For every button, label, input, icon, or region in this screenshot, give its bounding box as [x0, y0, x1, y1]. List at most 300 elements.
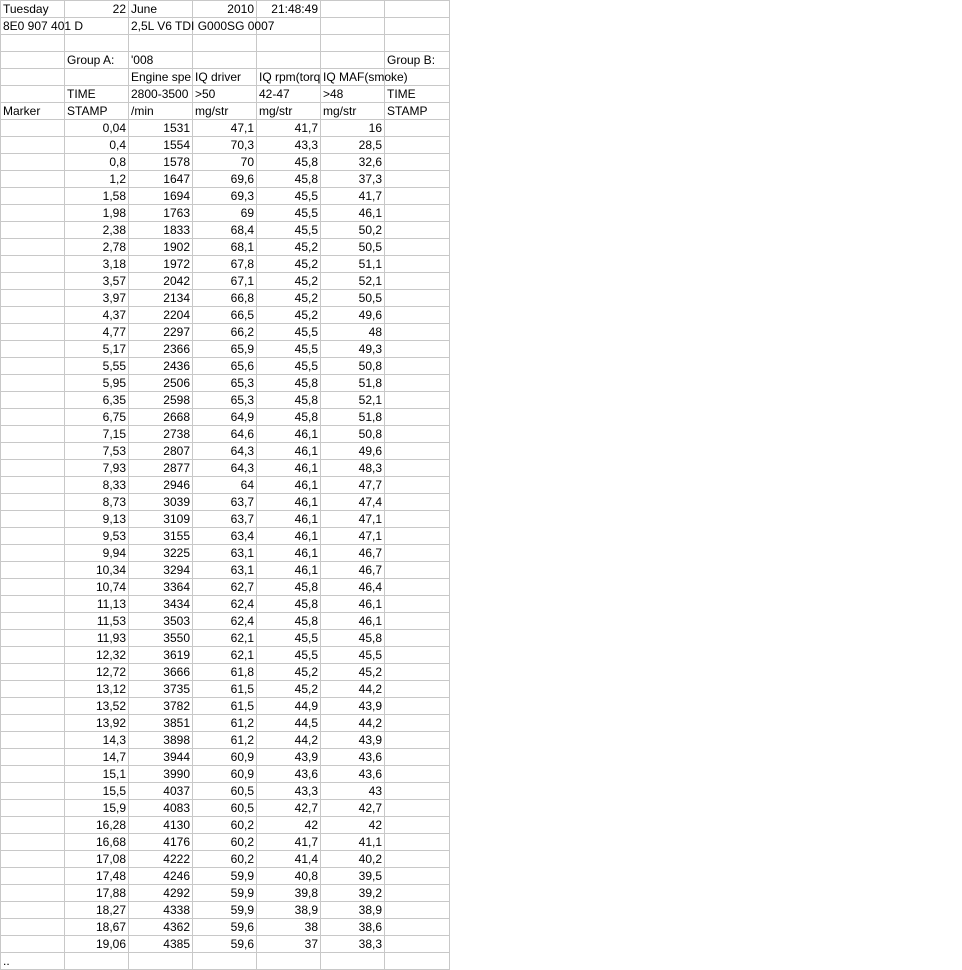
cell-engine-speed[interactable]: 2877 — [129, 460, 193, 477]
cell-marker[interactable] — [1, 766, 65, 783]
cell-iq-maf[interactable]: 48 — [321, 324, 385, 341]
cell-iq-rpm[interactable]: 45,5 — [257, 647, 321, 664]
cell-iq-driver[interactable]: 70,3 — [193, 137, 257, 154]
cell-iq-driver[interactable]: 59,9 — [193, 902, 257, 919]
cell-iq-maf[interactable]: 42 — [321, 817, 385, 834]
cell-empty[interactable] — [1, 52, 65, 69]
cell-empty[interactable] — [385, 1, 450, 18]
cell-iq-maf[interactable]: 45,2 — [321, 664, 385, 681]
cell-empty[interactable] — [385, 562, 450, 579]
cell-iq-driver[interactable]: 59,6 — [193, 919, 257, 936]
cell-iq-driver[interactable]: 64,3 — [193, 443, 257, 460]
cell-empty[interactable] — [65, 953, 129, 970]
cell-marker[interactable] — [1, 851, 65, 868]
cell-iq-rpm[interactable]: 45,8 — [257, 154, 321, 171]
cell-iq-driver[interactable]: 60,5 — [193, 783, 257, 800]
cell-engine-speed[interactable]: 4083 — [129, 800, 193, 817]
cell-iq-maf[interactable]: 47,7 — [321, 477, 385, 494]
cell-iq-maf[interactable]: 47,4 — [321, 494, 385, 511]
cell-engine-speed[interactable]: 1763 — [129, 205, 193, 222]
cell-iq-driver[interactable]: 63,1 — [193, 545, 257, 562]
cell-iq-driver[interactable]: 68,4 — [193, 222, 257, 239]
cell-iq-rpm[interactable]: 38,9 — [257, 902, 321, 919]
cell-empty[interactable] — [65, 35, 129, 52]
cell-marker[interactable] — [1, 664, 65, 681]
cell-engine-speed[interactable]: 3944 — [129, 749, 193, 766]
cell-time-stamp[interactable]: 3,57 — [65, 273, 129, 290]
cell-engine-speed[interactable]: 3503 — [129, 613, 193, 630]
cell-iq-rpm[interactable]: 45,8 — [257, 171, 321, 188]
cell-iq-driver[interactable]: 65,9 — [193, 341, 257, 358]
cell-empty[interactable] — [385, 681, 450, 698]
cell-iq-rpm[interactable]: 46,1 — [257, 562, 321, 579]
cell-iq-maf[interactable]: 48,3 — [321, 460, 385, 477]
cell-marker[interactable] — [1, 834, 65, 851]
cell-iq-driver[interactable]: 60,9 — [193, 749, 257, 766]
cell-iq-maf[interactable]: 43,9 — [321, 698, 385, 715]
cell-time-stamp[interactable]: 2,78 — [65, 239, 129, 256]
cell-iq-driver[interactable]: 47,1 — [193, 120, 257, 137]
cell-time-stamp[interactable]: 14,7 — [65, 749, 129, 766]
cell-iq-rpm[interactable]: 41,4 — [257, 851, 321, 868]
cell-iq-maf[interactable]: 50,8 — [321, 426, 385, 443]
cell-engine-speed[interactable]: 3109 — [129, 511, 193, 528]
cell-iq-rpm[interactable]: 41,7 — [257, 120, 321, 137]
cell-empty[interactable] — [385, 154, 450, 171]
cell-marker[interactable] — [1, 137, 65, 154]
cell-iq-rpm[interactable]: 45,8 — [257, 375, 321, 392]
cell-marker[interactable] — [1, 307, 65, 324]
cell-time-stamp[interactable]: 6,75 — [65, 409, 129, 426]
cell-empty[interactable] — [385, 494, 450, 511]
cell-iq-driver[interactable]: 69,6 — [193, 171, 257, 188]
cell-col-engine-speed[interactable]: Engine spe — [129, 69, 193, 86]
cell-engine-speed[interactable]: 3434 — [129, 596, 193, 613]
cell-iq-rpm[interactable]: 45,5 — [257, 188, 321, 205]
cell-marker[interactable] — [1, 358, 65, 375]
cell-empty[interactable] — [385, 596, 450, 613]
cell-engine-speed[interactable]: 3364 — [129, 579, 193, 596]
cell-marker[interactable] — [1, 528, 65, 545]
cell-marker[interactable] — [1, 290, 65, 307]
cell-iq-rpm[interactable]: 40,8 — [257, 868, 321, 885]
cell-time-stamp[interactable]: 17,08 — [65, 851, 129, 868]
cell-time-stamp[interactable]: 17,48 — [65, 868, 129, 885]
cell-iq-maf[interactable]: 45,8 — [321, 630, 385, 647]
cell-iq-rpm[interactable]: 44,9 — [257, 698, 321, 715]
cell-iq-maf[interactable]: 28,5 — [321, 137, 385, 154]
cell-iq-maf[interactable]: 46,7 — [321, 562, 385, 579]
cell-time-stamp[interactable]: 18,67 — [65, 919, 129, 936]
cell-time-stamp[interactable]: 13,52 — [65, 698, 129, 715]
cell-time-stamp[interactable]: 12,72 — [65, 664, 129, 681]
cell-iq-maf[interactable]: 43,6 — [321, 749, 385, 766]
cell-iq-rpm[interactable]: 46,1 — [257, 460, 321, 477]
cell-iq-maf[interactable]: 46,4 — [321, 579, 385, 596]
cell-iq-maf[interactable]: 46,1 — [321, 205, 385, 222]
cell-marker[interactable] — [1, 171, 65, 188]
cell-month[interactable]: June — [129, 1, 193, 18]
cell-range-iq-driver[interactable]: >50 — [193, 86, 257, 103]
cell-empty[interactable] — [385, 732, 450, 749]
cell-unit-iq-rpm[interactable]: mg/str — [257, 103, 321, 120]
cell-iq-rpm[interactable]: 41,7 — [257, 834, 321, 851]
cell-range-iq-maf[interactable]: >48 — [321, 86, 385, 103]
cell-iq-driver[interactable]: 67,1 — [193, 273, 257, 290]
cell-empty[interactable] — [321, 18, 385, 35]
cell-iq-maf[interactable]: 44,2 — [321, 715, 385, 732]
cell-col-iq-rpm[interactable]: IQ rpm(torq — [257, 69, 321, 86]
cell-iq-driver[interactable]: 65,3 — [193, 392, 257, 409]
cell-engine-speed[interactable]: 1531 — [129, 120, 193, 137]
cell-iq-driver[interactable]: 63,4 — [193, 528, 257, 545]
cell-time-b-label[interactable]: TIME — [385, 86, 450, 103]
cell-marker[interactable] — [1, 188, 65, 205]
cell-empty[interactable] — [385, 885, 450, 902]
cell-engine-speed[interactable]: 4246 — [129, 868, 193, 885]
cell-engine-speed[interactable]: 2598 — [129, 392, 193, 409]
cell-empty[interactable] — [385, 800, 450, 817]
cell-empty[interactable] — [385, 426, 450, 443]
cell-iq-rpm[interactable]: 46,1 — [257, 528, 321, 545]
cell-empty[interactable] — [385, 358, 450, 375]
cell-engine-speed[interactable]: 1578 — [129, 154, 193, 171]
cell-iq-rpm[interactable]: 45,8 — [257, 392, 321, 409]
cell-iq-driver[interactable]: 64,3 — [193, 460, 257, 477]
cell-marker[interactable] — [1, 783, 65, 800]
cell-empty[interactable] — [257, 953, 321, 970]
cell-iq-maf[interactable]: 46,7 — [321, 545, 385, 562]
cell-engine-speed[interactable]: 3782 — [129, 698, 193, 715]
cell-iq-driver[interactable]: 68,1 — [193, 239, 257, 256]
cell-time-stamp[interactable]: 8,73 — [65, 494, 129, 511]
cell-marker[interactable] — [1, 205, 65, 222]
cell-iq-driver[interactable]: 69 — [193, 205, 257, 222]
cell-empty[interactable] — [385, 919, 450, 936]
cell-engine-speed[interactable]: 3735 — [129, 681, 193, 698]
cell-empty[interactable] — [385, 613, 450, 630]
cell-time-stamp[interactable]: 4,37 — [65, 307, 129, 324]
cell-engine[interactable]: 2,5L V6 TDI G000SG 0007 — [129, 18, 193, 35]
cell-time[interactable]: 21:48:49 — [257, 1, 321, 18]
cell-marker[interactable] — [1, 698, 65, 715]
cell-engine-speed[interactable]: 4222 — [129, 851, 193, 868]
cell-time-stamp[interactable]: 18,27 — [65, 902, 129, 919]
cell-iq-driver[interactable]: 61,8 — [193, 664, 257, 681]
cell-engine-speed[interactable]: 1554 — [129, 137, 193, 154]
cell-iq-maf[interactable]: 51,1 — [321, 256, 385, 273]
cell-iq-driver[interactable]: 59,9 — [193, 885, 257, 902]
cell-empty[interactable] — [385, 902, 450, 919]
cell-iq-maf[interactable]: 51,8 — [321, 375, 385, 392]
cell-empty[interactable] — [385, 477, 450, 494]
cell-iq-maf[interactable]: 52,1 — [321, 392, 385, 409]
cell-iq-driver[interactable]: 60,9 — [193, 766, 257, 783]
cell-empty[interactable] — [385, 188, 450, 205]
cell-empty[interactable] — [193, 35, 257, 52]
cell-marker[interactable] — [1, 715, 65, 732]
cell-marker[interactable] — [1, 409, 65, 426]
cell-unit-iq-driver[interactable]: mg/str — [193, 103, 257, 120]
cell-range-engine-speed[interactable]: 2800-3500 — [129, 86, 193, 103]
cell-marker[interactable] — [1, 154, 65, 171]
cell-empty[interactable] — [385, 460, 450, 477]
cell-iq-driver[interactable]: 63,7 — [193, 511, 257, 528]
cell-time-stamp[interactable]: 7,93 — [65, 460, 129, 477]
cell-time-label[interactable]: TIME — [65, 86, 129, 103]
cell-empty[interactable] — [1, 86, 65, 103]
cell-engine-speed[interactable]: 2946 — [129, 477, 193, 494]
cell-engine-speed[interactable]: 3666 — [129, 664, 193, 681]
cell-iq-driver[interactable]: 66,5 — [193, 307, 257, 324]
cell-empty[interactable] — [385, 715, 450, 732]
cell-empty[interactable] — [385, 290, 450, 307]
cell-marker[interactable] — [1, 749, 65, 766]
cell-marker[interactable] — [1, 545, 65, 562]
cell-empty[interactable] — [385, 137, 450, 154]
cell-empty[interactable] — [129, 35, 193, 52]
cell-empty[interactable] — [385, 817, 450, 834]
cell-iq-driver[interactable]: 59,9 — [193, 868, 257, 885]
cell-marker[interactable] — [1, 443, 65, 460]
cell-iq-driver[interactable]: 62,4 — [193, 596, 257, 613]
cell-part-no[interactable]: 8E0 907 401 D — [1, 18, 65, 35]
cell-iq-maf[interactable]: 51,8 — [321, 409, 385, 426]
cell-marker[interactable] — [1, 392, 65, 409]
cell-iq-maf[interactable]: 40,2 — [321, 851, 385, 868]
cell-empty[interactable] — [385, 834, 450, 851]
cell-col-iq-driver[interactable]: IQ driver — [193, 69, 257, 86]
cell-time-stamp[interactable]: 4,77 — [65, 324, 129, 341]
cell-time-stamp[interactable]: 5,17 — [65, 341, 129, 358]
cell-empty[interactable] — [385, 664, 450, 681]
cell-engine-speed[interactable]: 4130 — [129, 817, 193, 834]
cell-col-iq-maf[interactable]: IQ MAF(smoke) — [321, 69, 385, 86]
cell-time-stamp[interactable]: 10,34 — [65, 562, 129, 579]
cell-marker[interactable] — [1, 885, 65, 902]
cell-engine-speed[interactable]: 4338 — [129, 902, 193, 919]
cell-marker[interactable] — [1, 375, 65, 392]
cell-empty[interactable] — [1, 35, 65, 52]
cell-marker[interactable] — [1, 919, 65, 936]
cell-group-a-value[interactable]: '008 — [129, 52, 193, 69]
cell-iq-maf[interactable]: 41,1 — [321, 834, 385, 851]
cell-empty[interactable] — [385, 35, 450, 52]
cell-time-stamp[interactable]: 3,97 — [65, 290, 129, 307]
cell-engine-speed[interactable]: 2366 — [129, 341, 193, 358]
cell-iq-maf[interactable]: 43 — [321, 783, 385, 800]
cell-iq-maf[interactable]: 50,2 — [321, 222, 385, 239]
cell-iq-driver[interactable]: 64,6 — [193, 426, 257, 443]
cell-iq-maf[interactable]: 43,6 — [321, 766, 385, 783]
cell-iq-maf[interactable]: 39,5 — [321, 868, 385, 885]
cell-iq-rpm[interactable]: 38 — [257, 919, 321, 936]
cell-engine-speed[interactable]: 2042 — [129, 273, 193, 290]
cell-empty[interactable] — [385, 222, 450, 239]
cell-iq-driver[interactable]: 66,2 — [193, 324, 257, 341]
cell-iq-driver[interactable]: 62,7 — [193, 579, 257, 596]
cell-time-stamp[interactable]: 15,5 — [65, 783, 129, 800]
cell-iq-driver[interactable]: 62,1 — [193, 647, 257, 664]
cell-time-stamp[interactable]: 19,06 — [65, 936, 129, 953]
cell-unit-iq-maf[interactable]: mg/str — [321, 103, 385, 120]
cell-marker[interactable] — [1, 324, 65, 341]
cell-engine-speed[interactable]: 4362 — [129, 919, 193, 936]
cell-unit-engine-speed[interactable]: /min — [129, 103, 193, 120]
cell-marker[interactable] — [1, 239, 65, 256]
cell-marker[interactable] — [1, 647, 65, 664]
cell-iq-rpm[interactable]: 45,2 — [257, 239, 321, 256]
cell-engine-speed[interactable]: 4292 — [129, 885, 193, 902]
cell-empty[interactable] — [385, 375, 450, 392]
cell-iq-rpm[interactable]: 45,5 — [257, 222, 321, 239]
cell-time-stamp[interactable]: 5,95 — [65, 375, 129, 392]
cell-iq-rpm[interactable]: 44,2 — [257, 732, 321, 749]
cell-iq-rpm[interactable]: 43,6 — [257, 766, 321, 783]
cell-iq-maf[interactable]: 52,1 — [321, 273, 385, 290]
cell-engine-speed[interactable]: 1694 — [129, 188, 193, 205]
cell-empty[interactable] — [193, 52, 257, 69]
cell-engine-speed[interactable]: 1902 — [129, 239, 193, 256]
cell-iq-rpm[interactable]: 45,2 — [257, 681, 321, 698]
cell-iq-rpm[interactable]: 39,8 — [257, 885, 321, 902]
cell-empty[interactable] — [385, 749, 450, 766]
cell-empty[interactable] — [65, 69, 129, 86]
cell-time-stamp[interactable]: 11,93 — [65, 630, 129, 647]
cell-iq-driver[interactable]: 61,5 — [193, 698, 257, 715]
cell-marker[interactable] — [1, 800, 65, 817]
cell-iq-rpm[interactable]: 45,8 — [257, 596, 321, 613]
cell-time-stamp[interactable]: 7,15 — [65, 426, 129, 443]
cell-time-stamp[interactable]: 2,38 — [65, 222, 129, 239]
cell-empty[interactable] — [385, 647, 450, 664]
cell-time-stamp[interactable]: 15,1 — [65, 766, 129, 783]
cell-marker[interactable] — [1, 630, 65, 647]
cell-iq-rpm[interactable]: 45,8 — [257, 409, 321, 426]
cell-empty[interactable] — [385, 409, 450, 426]
cell-iq-rpm[interactable]: 45,8 — [257, 613, 321, 630]
cell-time-stamp[interactable]: 0,8 — [65, 154, 129, 171]
cell-time-stamp[interactable]: 16,68 — [65, 834, 129, 851]
cell-iq-rpm[interactable]: 43,3 — [257, 137, 321, 154]
cell-iq-rpm[interactable]: 46,1 — [257, 477, 321, 494]
cell-marker[interactable] — [1, 596, 65, 613]
cell-iq-maf[interactable]: 49,6 — [321, 307, 385, 324]
cell-time-stamp[interactable]: 1,2 — [65, 171, 129, 188]
cell-engine-speed[interactable]: 3619 — [129, 647, 193, 664]
cell-time-stamp[interactable]: 16,28 — [65, 817, 129, 834]
cell-marker[interactable] — [1, 273, 65, 290]
cell-time-stamp[interactable]: 9,53 — [65, 528, 129, 545]
cell-engine-speed[interactable]: 3294 — [129, 562, 193, 579]
cell-date-num[interactable]: 22 — [65, 1, 129, 18]
cell-iq-rpm[interactable]: 45,2 — [257, 256, 321, 273]
cell-day[interactable]: Tuesday — [1, 1, 65, 18]
cell-iq-maf[interactable]: 46,1 — [321, 613, 385, 630]
cell-iq-rpm[interactable]: 45,5 — [257, 324, 321, 341]
cell-time-stamp[interactable]: 0,4 — [65, 137, 129, 154]
cell-iq-maf[interactable]: 32,6 — [321, 154, 385, 171]
cell-empty[interactable] — [385, 443, 450, 460]
cell-iq-maf[interactable]: 47,1 — [321, 528, 385, 545]
cell-engine-speed[interactable]: 3550 — [129, 630, 193, 647]
cell-time-stamp[interactable]: 10,74 — [65, 579, 129, 596]
cell-iq-rpm[interactable]: 45,5 — [257, 630, 321, 647]
cell-marker[interactable] — [1, 256, 65, 273]
cell-marker[interactable] — [1, 511, 65, 528]
cell-iq-rpm[interactable]: 42,7 — [257, 800, 321, 817]
cell-empty[interactable] — [385, 698, 450, 715]
cell-empty[interactable] — [321, 1, 385, 18]
cell-marker[interactable] — [1, 341, 65, 358]
cell-empty[interactable] — [385, 120, 450, 137]
cell-marker[interactable] — [1, 817, 65, 834]
cell-engine-speed[interactable]: 3898 — [129, 732, 193, 749]
cell-iq-rpm[interactable]: 43,9 — [257, 749, 321, 766]
cell-iq-driver[interactable]: 67,8 — [193, 256, 257, 273]
cell-iq-rpm[interactable]: 37 — [257, 936, 321, 953]
cell-range-iq-rpm[interactable]: 42-47 — [257, 86, 321, 103]
cell-iq-driver[interactable]: 60,2 — [193, 834, 257, 851]
cell-engine-speed[interactable]: 1972 — [129, 256, 193, 273]
cell-time-stamp[interactable]: 6,35 — [65, 392, 129, 409]
cell-iq-driver[interactable]: 59,6 — [193, 936, 257, 953]
cell-engine-speed[interactable]: 3990 — [129, 766, 193, 783]
cell-empty[interactable] — [385, 630, 450, 647]
cell-iq-rpm[interactable]: 46,1 — [257, 545, 321, 562]
cell-iq-driver[interactable]: 65,3 — [193, 375, 257, 392]
cell-engine-speed[interactable]: 2738 — [129, 426, 193, 443]
cell-iq-driver[interactable]: 63,7 — [193, 494, 257, 511]
cell-iq-rpm[interactable]: 46,1 — [257, 443, 321, 460]
cell-time-stamp[interactable]: 17,88 — [65, 885, 129, 902]
cell-empty[interactable] — [385, 171, 450, 188]
cell-iq-driver[interactable]: 66,8 — [193, 290, 257, 307]
cell-iq-maf[interactable]: 47,1 — [321, 511, 385, 528]
cell-empty[interactable] — [257, 52, 321, 69]
cell-iq-driver[interactable]: 61,2 — [193, 715, 257, 732]
cell-footer-marker[interactable]: .. — [1, 953, 65, 970]
cell-empty[interactable] — [385, 341, 450, 358]
cell-iq-maf[interactable]: 41,7 — [321, 188, 385, 205]
cell-iq-rpm[interactable]: 42 — [257, 817, 321, 834]
cell-year[interactable]: 2010 — [193, 1, 257, 18]
cell-empty[interactable] — [385, 953, 450, 970]
cell-empty[interactable] — [1, 69, 65, 86]
cell-time-stamp[interactable]: 11,53 — [65, 613, 129, 630]
cell-iq-driver[interactable]: 70 — [193, 154, 257, 171]
cell-empty[interactable] — [385, 256, 450, 273]
cell-empty[interactable] — [385, 579, 450, 596]
cell-iq-maf[interactable]: 37,3 — [321, 171, 385, 188]
cell-iq-maf[interactable]: 44,2 — [321, 681, 385, 698]
cell-engine-speed[interactable]: 4037 — [129, 783, 193, 800]
cell-group-b-label[interactable]: Group B: — [385, 52, 450, 69]
cell-time-stamp[interactable]: 9,94 — [65, 545, 129, 562]
cell-empty[interactable] — [385, 545, 450, 562]
cell-iq-rpm[interactable]: 45,2 — [257, 290, 321, 307]
cell-empty[interactable] — [385, 205, 450, 222]
cell-marker[interactable] — [1, 426, 65, 443]
cell-iq-maf[interactable]: 39,2 — [321, 885, 385, 902]
cell-engine-speed[interactable]: 3851 — [129, 715, 193, 732]
cell-iq-rpm[interactable]: 46,1 — [257, 494, 321, 511]
cell-iq-driver[interactable]: 60,2 — [193, 817, 257, 834]
cell-iq-maf[interactable]: 43,9 — [321, 732, 385, 749]
cell-marker[interactable] — [1, 902, 65, 919]
cell-stamp-label[interactable]: STAMP — [65, 103, 129, 120]
cell-iq-driver[interactable]: 64 — [193, 477, 257, 494]
